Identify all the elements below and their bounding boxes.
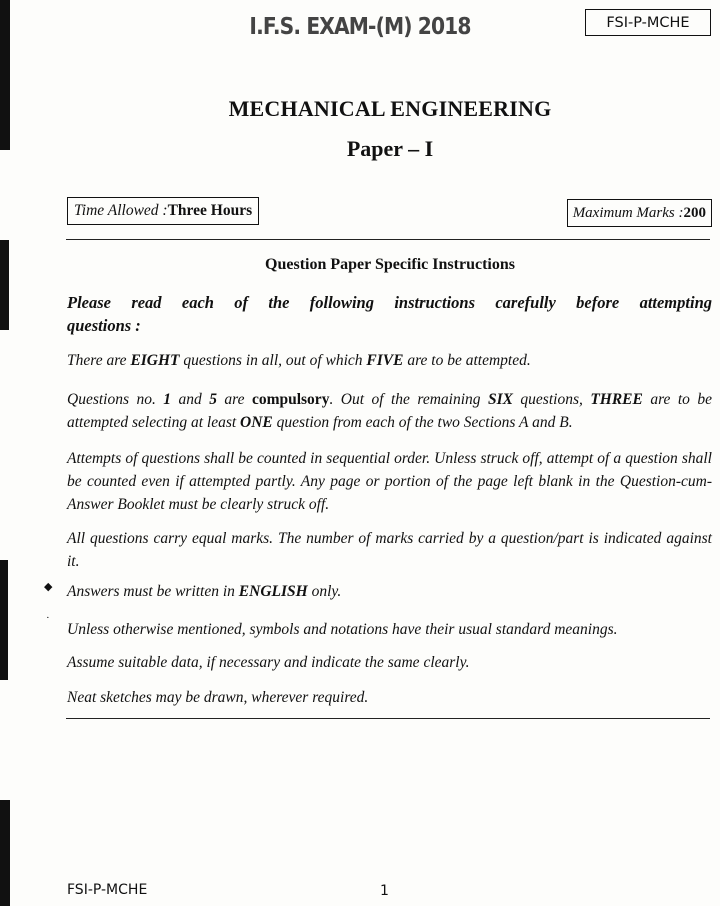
instruction-2: Questions no. 1 and 5 are compulsory. Out of the remaining SIX questions, THREE are to be attempted selecting at least ONE question from each of the two Sections A and B.	[67, 391, 712, 431]
scan-edge-mark	[0, 240, 9, 330]
subject-title: MECHANICAL ENGINEERING	[228, 96, 552, 121]
instructions-intro	[67, 291, 712, 337]
paper-code-box: FSI-P-MCHE	[585, 9, 711, 36]
scan-edge-mark	[0, 560, 8, 680]
page-number: 1	[380, 883, 389, 899]
instruction-4: All questions carry equal marks. The number of marks carried by a question/part is indicated against it.	[67, 530, 712, 570]
instruction-3: Attempts of questions shall be counted in sequential order. Unless struck off, attempt of a question shall be counted even if attempted partly. Any page or portion of the page left blank in the Question-cum-Answer Booklet must be clearly struck off.	[67, 450, 712, 513]
time-allowed-box	[67, 197, 259, 225]
instruction-6: Unless otherwise mentioned, symbols and notations have their usual standard meanings.	[67, 621, 618, 638]
instruction-8: Neat sketches may be drawn, wherever required.	[67, 689, 369, 706]
bullet-dot-icon: ·	[46, 612, 50, 624]
instructions-heading: Question Paper Specific Instructions	[265, 256, 515, 273]
bullet-dot-icon: ◆	[44, 581, 53, 593]
paper-number: Paper – I	[346, 136, 434, 161]
exam-title: I.F.S. EXAM-(M) 2018	[249, 14, 471, 40]
intro-line-2: questions :	[67, 316, 141, 335]
maximum-marks-box	[567, 199, 712, 227]
time-allowed-value: Three Hours	[167, 202, 253, 219]
intro-line-1: Please read each of the following instructions carefully before attempting	[67, 293, 712, 312]
maximum-marks-label: Maximum Marks :	[572, 204, 684, 221]
instruction-1: There are EIGHT questions in all, out of which FIVE are to be attempted.	[67, 352, 531, 369]
scan-edge-mark	[0, 0, 10, 150]
scan-edge-mark	[0, 800, 10, 906]
divider-bottom	[66, 718, 710, 719]
footer-paper-code: FSI-P-MCHE	[67, 882, 148, 898]
divider-top	[66, 239, 710, 240]
instruction-7: Assume suitable data, if necessary and indicate the same clearly.	[67, 654, 470, 671]
time-allowed-label: Time Allowed :	[74, 202, 168, 219]
instruction-5: Answers must be written in ENGLISH only.	[67, 583, 342, 600]
maximum-marks-value: 200	[683, 204, 706, 221]
